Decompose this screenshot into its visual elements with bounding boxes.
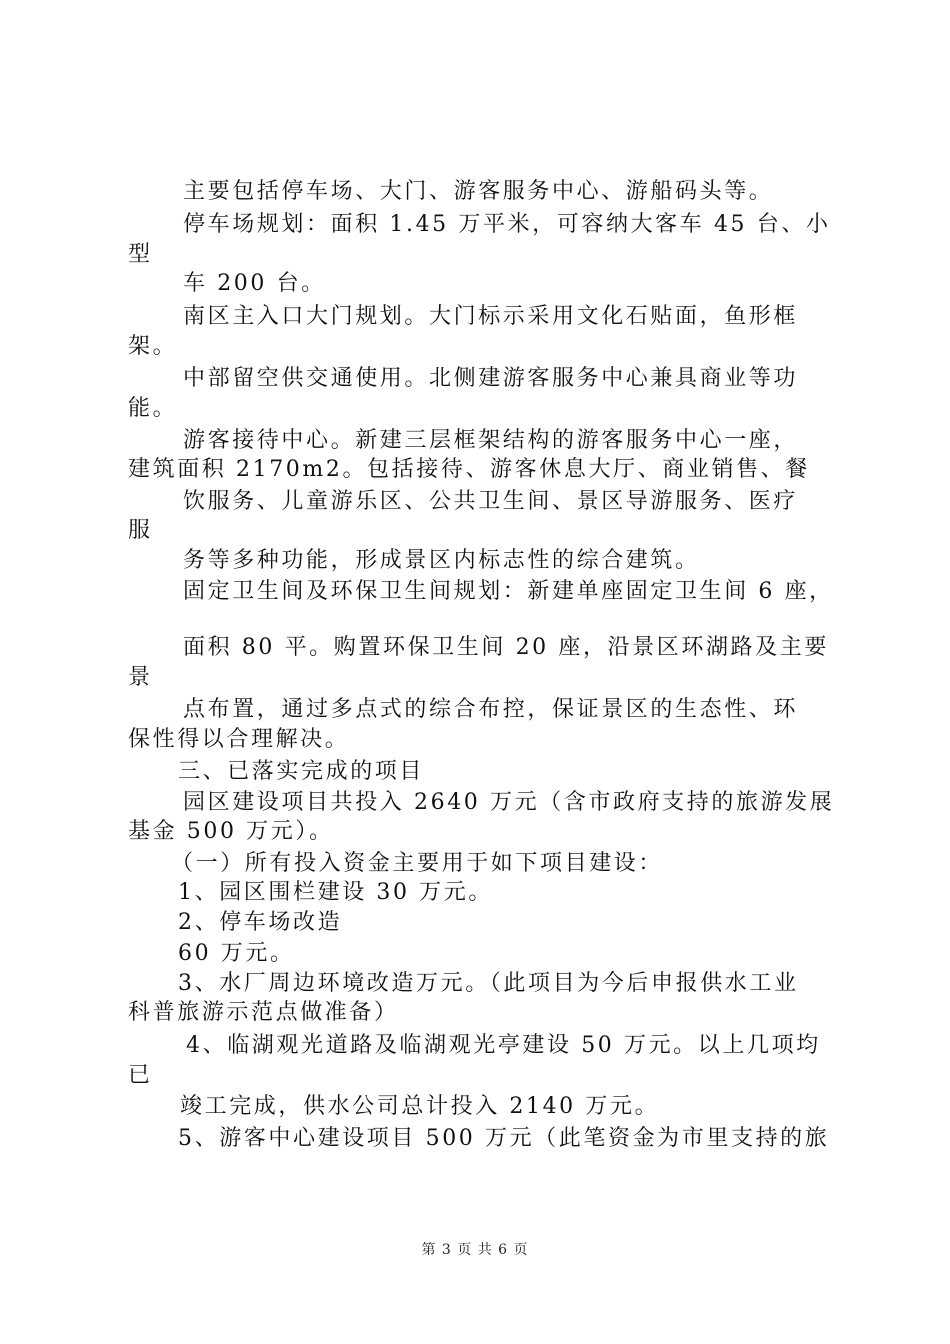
text-line-29: 已 (128, 1063, 153, 1088)
text-line-24: 2、停车场改造 (178, 910, 343, 935)
text-line-6: 架。 (128, 334, 178, 359)
text-line-28: 4、临湖观光道路及临湖观光亭建设 50 万元。以上几项均 (186, 1033, 821, 1058)
text-line-2: 停车场规划：面积 1.45 万平米，可容纳大客车 45 台、小 (183, 212, 831, 237)
text-line-11: 饮服务、儿童游乐区、公共卫生间、景区导游服务、医疗 (183, 489, 799, 514)
text-line-1: 主要包括停车场、大门、游客服务中心、游船码头等。 (183, 179, 774, 204)
text-line-7: 中部留空供交通使用。北侧建游客服务中心兼具商业等功 (183, 366, 799, 391)
text-line-14: 固定卫生间及环保卫生间规划：新建单座固定卫生间 6 座， (183, 579, 834, 604)
page-number-footer: 第 3 页 共 6 页 (421, 1242, 529, 1258)
text-line-25: 60 万元。 (178, 941, 295, 966)
text-line-21: 基金 500 万元）。 (128, 819, 334, 844)
text-line-10: 建筑面积 2170m2。包括接待、游客休息大厅、商业销售、餐 (128, 457, 810, 482)
text-line-4: 车 200 台。 (183, 271, 326, 296)
text-line-22: （一）所有投入资金主要用于如下项目建设： (171, 851, 664, 876)
text-line-18: 保性得以合理解决。 (128, 727, 350, 752)
text-line-26: 3、水厂周边环境改造万元。（此项目为今后申报供水工业 (178, 971, 799, 996)
text-line-31: 5、游客中心建设项目 500 万元（此笔资金为市里支持的旅 (178, 1126, 830, 1151)
text-line-15: 面积 80 平。购置环保卫生间 20 座，沿景区环湖路及主要 (183, 635, 829, 660)
text-line-16: 景 (128, 665, 153, 690)
text-line-23: 1、园区围栏建设 30 万元。 (178, 880, 493, 905)
text-line-19: 三、已落实完成的项目 (178, 759, 425, 784)
text-line-9: 游客接待中心。新建三层框架结构的游客服务中心一座， (183, 428, 799, 453)
text-line-30: 竣工完成，供水公司总计投入 2140 万元。 (180, 1094, 660, 1119)
text-line-20: 园区建设项目共投入 2640 万元（含市政府支持的旅游发展 (183, 790, 835, 815)
text-line-8: 能。 (128, 396, 178, 421)
text-line-17: 点布置，通过多点式的综合布控，保证景区的生态性、环 (183, 697, 799, 722)
text-line-3: 型 (128, 242, 153, 267)
text-line-27: 科普旅游示范点做准备） (128, 1000, 399, 1025)
text-line-13: 务等多种功能，形成景区内标志性的综合建筑。 (183, 548, 700, 573)
text-line-5: 南区主入口大门规划。大门标示采用文化石贴面，鱼形框 (183, 304, 799, 329)
text-line-12: 服 (128, 518, 153, 543)
